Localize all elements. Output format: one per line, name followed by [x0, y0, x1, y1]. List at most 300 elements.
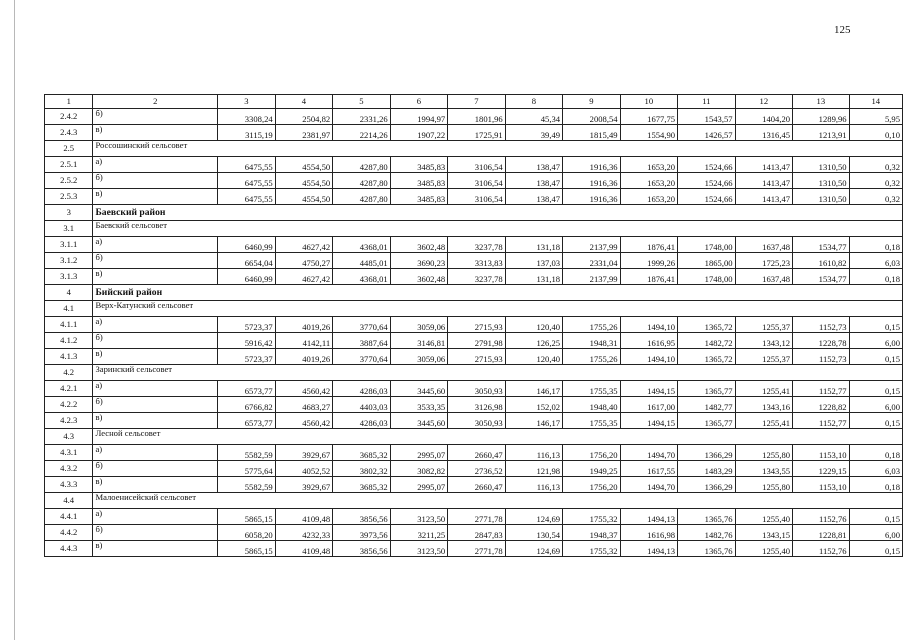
value-cell: 3237,78: [448, 269, 506, 285]
row-subitem: а): [93, 317, 218, 333]
row-code: 3: [45, 205, 93, 221]
table-row: [45, 317, 903, 333]
value-cell: 4287,80: [333, 189, 391, 205]
row-subitem: а): [93, 157, 218, 173]
row-subitem: в): [93, 189, 218, 205]
value-cell: 6475,55: [218, 173, 276, 189]
value-cell: 2771,78: [448, 541, 506, 557]
header-cell: 12: [735, 95, 793, 109]
value-cell: 1310,50: [793, 173, 850, 189]
value-cell: 1948,37: [563, 525, 621, 541]
value-cell: 6058,20: [218, 525, 276, 541]
value-cell: 4052,52: [275, 461, 333, 477]
value-cell: 4485,01: [333, 253, 391, 269]
value-cell: 1152,73: [793, 317, 850, 333]
header-cell: 1: [45, 95, 93, 109]
value-cell: 1865,00: [678, 253, 736, 269]
value-cell: 4019,26: [275, 317, 333, 333]
value-cell: 3973,56: [333, 525, 391, 541]
table-row: [45, 381, 903, 397]
row-code: 2.5.3: [45, 189, 93, 205]
value-cell: 3685,32: [333, 445, 391, 461]
value-cell: 1524,66: [678, 157, 736, 173]
value-cell: 1213,91: [793, 125, 850, 141]
value-cell: 1755,35: [563, 381, 621, 397]
row-code: 3.1.2: [45, 253, 93, 269]
value-cell: 1494,70: [620, 445, 678, 461]
value-cell: 4627,42: [275, 269, 333, 285]
left-margin-rule: [14, 0, 15, 640]
value-cell: 146,17: [505, 413, 562, 429]
value-cell: 3059,06: [390, 349, 448, 365]
value-cell: 6,00: [849, 397, 902, 413]
value-cell: 1725,91: [448, 125, 506, 141]
value-cell: 4142,11: [275, 333, 333, 349]
value-cell: 1756,20: [563, 445, 621, 461]
header-cell: 2: [93, 95, 218, 109]
value-cell: 3602,48: [390, 269, 448, 285]
value-cell: 138,47: [505, 173, 562, 189]
value-cell: 1637,48: [735, 237, 793, 253]
value-cell: 1255,37: [735, 349, 793, 365]
row-subitem: б): [93, 253, 218, 269]
row-subitem: в): [93, 541, 218, 557]
value-cell: 1616,95: [620, 333, 678, 349]
table-row: [45, 189, 903, 205]
district-row: [45, 205, 903, 221]
value-cell: 124,69: [505, 509, 562, 525]
page-number: 125: [834, 24, 851, 36]
value-cell: 1916,36: [563, 157, 621, 173]
value-cell: 0,15: [849, 349, 902, 365]
value-cell: 1255,40: [735, 509, 793, 525]
header-cell: 7: [448, 95, 506, 109]
row-subitem: б): [93, 173, 218, 189]
table-row: [45, 509, 903, 525]
value-cell: 4286,03: [333, 381, 391, 397]
section-row: [45, 365, 903, 381]
value-cell: 3106,54: [448, 189, 506, 205]
header-cell: 11: [678, 95, 736, 109]
value-cell: 1617,00: [620, 397, 678, 413]
value-cell: 1653,20: [620, 173, 678, 189]
district-row: [45, 285, 903, 301]
value-cell: 146,17: [505, 381, 562, 397]
value-cell: 4019,26: [275, 349, 333, 365]
value-cell: 1534,77: [793, 269, 850, 285]
value-cell: 2660,47: [448, 445, 506, 461]
value-cell: 1815,49: [563, 125, 621, 141]
value-cell: 1152,76: [793, 541, 850, 557]
tariff-table: [44, 94, 903, 557]
value-cell: 2715,93: [448, 349, 506, 365]
value-cell: 1482,72: [678, 333, 736, 349]
row-subitem: в): [93, 413, 218, 429]
value-cell: 1494,13: [620, 541, 678, 557]
table-row: [45, 333, 903, 349]
value-cell: 138,47: [505, 189, 562, 205]
value-cell: 1255,37: [735, 317, 793, 333]
value-cell: 1255,41: [735, 381, 793, 397]
value-cell: 1343,55: [735, 461, 793, 477]
value-cell: 4109,48: [275, 541, 333, 557]
value-cell: 1755,32: [563, 509, 621, 525]
value-cell: 1152,76: [793, 509, 850, 525]
value-cell: 1755,26: [563, 349, 621, 365]
value-cell: 2331,26: [333, 109, 391, 125]
value-cell: 3929,67: [275, 445, 333, 461]
value-cell: 1482,77: [678, 397, 736, 413]
value-cell: 1152,73: [793, 349, 850, 365]
value-cell: 6460,99: [218, 237, 276, 253]
value-cell: 5775,64: [218, 461, 276, 477]
value-cell: 3770,64: [333, 317, 391, 333]
value-cell: 1153,10: [793, 477, 850, 493]
value-cell: 1876,41: [620, 237, 678, 253]
district-name: Бийский район: [93, 285, 903, 301]
value-cell: 4554,50: [275, 157, 333, 173]
value-cell: 1948,40: [563, 397, 621, 413]
row-code: 2.4.3: [45, 125, 93, 141]
value-cell: 124,69: [505, 541, 562, 557]
value-cell: 1616,98: [620, 525, 678, 541]
table-row: [45, 237, 903, 253]
row-subitem: б): [93, 525, 218, 541]
table-row: [45, 397, 903, 413]
header-cell: 9: [563, 95, 621, 109]
row-code: 4.2.1: [45, 381, 93, 397]
value-cell: 1554,90: [620, 125, 678, 141]
value-cell: 0,10: [849, 125, 902, 141]
value-cell: 5865,15: [218, 509, 276, 525]
value-cell: 3146,81: [390, 333, 448, 349]
header-cell: 10: [620, 95, 678, 109]
value-cell: 2660,47: [448, 477, 506, 493]
value-cell: 4403,03: [333, 397, 391, 413]
value-cell: 1365,77: [678, 381, 736, 397]
row-subitem: б): [93, 397, 218, 413]
value-cell: 1534,77: [793, 237, 850, 253]
row-code: 4.4.2: [45, 525, 93, 541]
row-code: 2.5.1: [45, 157, 93, 173]
value-cell: 2331,04: [563, 253, 621, 269]
section-row: [45, 301, 903, 317]
value-cell: 116,13: [505, 477, 562, 493]
section-row: [45, 493, 903, 509]
value-cell: 1366,29: [678, 445, 736, 461]
row-code: 4.1: [45, 301, 93, 317]
section-row: [45, 221, 903, 237]
value-cell: 4560,42: [275, 381, 333, 397]
value-cell: 2791,98: [448, 333, 506, 349]
value-cell: 3123,50: [390, 509, 448, 525]
row-subitem: а): [93, 445, 218, 461]
header-cell: 13: [793, 95, 850, 109]
value-cell: 1907,22: [390, 125, 448, 141]
value-cell: 5582,59: [218, 477, 276, 493]
value-cell: 4368,01: [333, 237, 391, 253]
value-cell: 3856,56: [333, 509, 391, 525]
value-cell: 3929,67: [275, 477, 333, 493]
row-code: 4.1.2: [45, 333, 93, 349]
value-cell: 1725,23: [735, 253, 793, 269]
value-cell: 1228,81: [793, 525, 850, 541]
value-cell: 0,15: [849, 317, 902, 333]
value-cell: 1916,36: [563, 173, 621, 189]
value-cell: 152,02: [505, 397, 562, 413]
value-cell: 2847,83: [448, 525, 506, 541]
value-cell: 1748,00: [678, 269, 736, 285]
value-cell: 1494,10: [620, 317, 678, 333]
value-cell: 1343,16: [735, 397, 793, 413]
value-cell: 1255,80: [735, 477, 793, 493]
value-cell: 1748,00: [678, 237, 736, 253]
section-row: [45, 141, 903, 157]
value-cell: 1677,75: [620, 109, 678, 125]
value-cell: 1366,29: [678, 477, 736, 493]
value-cell: 6,03: [849, 253, 902, 269]
row-subitem: в): [93, 269, 218, 285]
value-cell: 1365,76: [678, 509, 736, 525]
value-cell: 1524,66: [678, 189, 736, 205]
value-cell: 0,18: [849, 237, 902, 253]
value-cell: 2381,97: [275, 125, 333, 141]
row-code: 4.3.3: [45, 477, 93, 493]
value-cell: 2137,99: [563, 237, 621, 253]
value-cell: 116,13: [505, 445, 562, 461]
value-cell: 3050,93: [448, 381, 506, 397]
row-code: 3.1.3: [45, 269, 93, 285]
value-cell: 120,40: [505, 349, 562, 365]
table-row: [45, 525, 903, 541]
value-cell: 0,18: [849, 269, 902, 285]
value-cell: 3123,50: [390, 541, 448, 557]
value-cell: 3237,78: [448, 237, 506, 253]
value-cell: 3485,83: [390, 173, 448, 189]
value-cell: 3059,06: [390, 317, 448, 333]
value-cell: 1948,31: [563, 333, 621, 349]
row-code: 4.3.1: [45, 445, 93, 461]
row-subitem: б): [93, 333, 218, 349]
value-cell: 1365,72: [678, 317, 736, 333]
row-code: 3.1.1: [45, 237, 93, 253]
row-code: 2.5: [45, 141, 93, 157]
row-subitem: а): [93, 509, 218, 525]
value-cell: 6573,77: [218, 413, 276, 429]
settlement-name: Малоенисейский сельсовет: [93, 493, 903, 509]
value-cell: 4232,33: [275, 525, 333, 541]
value-cell: 1289,96: [793, 109, 850, 125]
value-cell: 1494,13: [620, 509, 678, 525]
table-row: [45, 413, 903, 429]
row-subitem: б): [93, 109, 218, 125]
row-code: 4.1.1: [45, 317, 93, 333]
value-cell: 6475,55: [218, 157, 276, 173]
header-cell: 3: [218, 95, 276, 109]
value-cell: 2137,99: [563, 269, 621, 285]
settlement-name: Верх-Катунский сельсовет: [93, 301, 903, 317]
value-cell: 1653,20: [620, 189, 678, 205]
value-cell: 1756,20: [563, 477, 621, 493]
value-cell: 3802,32: [333, 461, 391, 477]
value-cell: 0,32: [849, 157, 902, 173]
value-cell: 6,00: [849, 333, 902, 349]
value-cell: 1365,72: [678, 349, 736, 365]
value-cell: 4287,80: [333, 173, 391, 189]
value-cell: 4627,42: [275, 237, 333, 253]
row-code: 4.2.3: [45, 413, 93, 429]
value-cell: 138,47: [505, 157, 562, 173]
value-cell: 0,15: [849, 413, 902, 429]
value-cell: 3308,24: [218, 109, 276, 125]
value-cell: 1610,82: [793, 253, 850, 269]
row-subitem: в): [93, 349, 218, 365]
value-cell: 6,03: [849, 461, 902, 477]
value-cell: 1316,45: [735, 125, 793, 141]
value-cell: 3082,82: [390, 461, 448, 477]
value-cell: 1755,26: [563, 317, 621, 333]
value-cell: 137,03: [505, 253, 562, 269]
value-cell: 0,15: [849, 541, 902, 557]
value-cell: 1255,80: [735, 445, 793, 461]
table-row: [45, 173, 903, 189]
value-cell: 3050,93: [448, 413, 506, 429]
value-cell: 1999,26: [620, 253, 678, 269]
value-cell: 1994,97: [390, 109, 448, 125]
value-cell: 1413,47: [735, 189, 793, 205]
value-cell: 3887,64: [333, 333, 391, 349]
value-cell: 1310,50: [793, 157, 850, 173]
table-row: [45, 349, 903, 365]
value-cell: 2736,52: [448, 461, 506, 477]
value-cell: 3106,54: [448, 157, 506, 173]
value-cell: 39,49: [505, 125, 562, 141]
row-subitem: а): [93, 237, 218, 253]
row-subitem: а): [93, 381, 218, 397]
table-row: [45, 125, 903, 141]
value-cell: 1152,77: [793, 413, 850, 429]
row-code: 4.2: [45, 365, 93, 381]
settlement-name: Россошинский сельсовет: [93, 141, 903, 157]
value-cell: 4683,27: [275, 397, 333, 413]
table-row: [45, 461, 903, 477]
value-cell: 2771,78: [448, 509, 506, 525]
value-cell: 1543,57: [678, 109, 736, 125]
value-cell: 2715,93: [448, 317, 506, 333]
value-cell: 3106,54: [448, 173, 506, 189]
value-cell: 1949,25: [563, 461, 621, 477]
table-row: [45, 477, 903, 493]
value-cell: 5916,42: [218, 333, 276, 349]
header-cell: 14: [849, 95, 902, 109]
value-cell: 121,98: [505, 461, 562, 477]
value-cell: 3533,35: [390, 397, 448, 413]
header-cell: 8: [505, 95, 562, 109]
value-cell: 1343,15: [735, 525, 793, 541]
value-cell: 3485,83: [390, 157, 448, 173]
value-cell: 0,15: [849, 381, 902, 397]
value-cell: 3602,48: [390, 237, 448, 253]
value-cell: 3690,23: [390, 253, 448, 269]
value-cell: 4560,42: [275, 413, 333, 429]
value-cell: 1365,77: [678, 413, 736, 429]
value-cell: 4286,03: [333, 413, 391, 429]
value-cell: 3445,60: [390, 381, 448, 397]
value-cell: 1228,78: [793, 333, 850, 349]
value-cell: 45,34: [505, 109, 562, 125]
value-cell: 1255,40: [735, 541, 793, 557]
value-cell: 6766,82: [218, 397, 276, 413]
row-subitem: в): [93, 477, 218, 493]
value-cell: 5,95: [849, 109, 902, 125]
value-cell: 3211,25: [390, 525, 448, 541]
section-row: [45, 429, 903, 445]
value-cell: 1404,20: [735, 109, 793, 125]
value-cell: 1755,32: [563, 541, 621, 557]
header-cell: 6: [390, 95, 448, 109]
value-cell: 1343,12: [735, 333, 793, 349]
value-cell: 1426,57: [678, 125, 736, 141]
table-body: [45, 95, 903, 557]
value-cell: 0,15: [849, 509, 902, 525]
value-cell: 1229,15: [793, 461, 850, 477]
value-cell: 1916,36: [563, 189, 621, 205]
value-cell: 4368,01: [333, 269, 391, 285]
value-cell: 1483,29: [678, 461, 736, 477]
value-cell: 1617,55: [620, 461, 678, 477]
value-cell: 3126,98: [448, 397, 506, 413]
value-cell: 1637,48: [735, 269, 793, 285]
row-subitem: б): [93, 461, 218, 477]
value-cell: 3485,83: [390, 189, 448, 205]
value-cell: 1152,77: [793, 381, 850, 397]
value-cell: 1755,35: [563, 413, 621, 429]
value-cell: 1482,76: [678, 525, 736, 541]
value-cell: 3115,19: [218, 125, 276, 141]
value-cell: 0,32: [849, 173, 902, 189]
value-cell: 1413,47: [735, 157, 793, 173]
row-code: 4.2.2: [45, 397, 93, 413]
row-code: 3.1: [45, 221, 93, 237]
table-row: [45, 445, 903, 461]
row-code: 4: [45, 285, 93, 301]
value-cell: 6,00: [849, 525, 902, 541]
table-row: [45, 109, 903, 125]
value-cell: 1524,66: [678, 173, 736, 189]
value-cell: 2214,26: [333, 125, 391, 141]
row-code: 4.4.1: [45, 509, 93, 525]
value-cell: 1365,76: [678, 541, 736, 557]
header-cell: 4: [275, 95, 333, 109]
value-cell: 6475,55: [218, 189, 276, 205]
value-cell: 1310,50: [793, 189, 850, 205]
value-cell: 3445,60: [390, 413, 448, 429]
value-cell: 4554,50: [275, 173, 333, 189]
value-cell: 1653,20: [620, 157, 678, 173]
row-code: 4.3: [45, 429, 93, 445]
value-cell: 1153,10: [793, 445, 850, 461]
value-cell: 1228,82: [793, 397, 850, 413]
value-cell: 131,18: [505, 269, 562, 285]
settlement-name: Баевский сельсовет: [93, 221, 903, 237]
value-cell: 2008,54: [563, 109, 621, 125]
value-cell: 6654,04: [218, 253, 276, 269]
value-cell: 5865,15: [218, 541, 276, 557]
header-row: [45, 95, 903, 109]
value-cell: 6573,77: [218, 381, 276, 397]
value-cell: 1494,15: [620, 381, 678, 397]
value-cell: 3770,64: [333, 349, 391, 365]
